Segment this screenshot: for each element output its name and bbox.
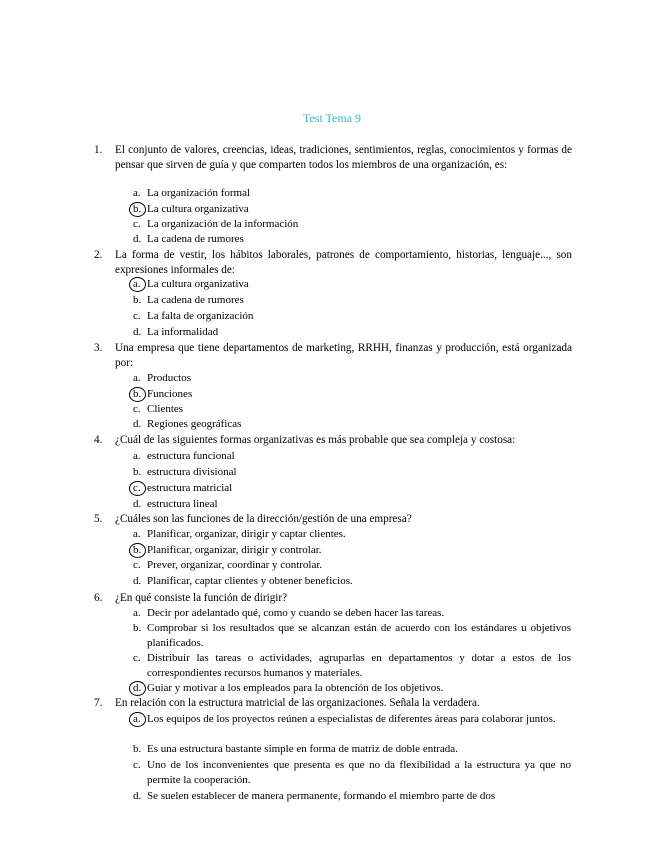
option-text: estructura lineal	[147, 498, 218, 511]
option-letter: b.	[133, 294, 142, 306]
option-6c	[133, 651, 571, 682]
option-3c	[133, 402, 571, 417]
option-7d	[133, 789, 571, 804]
question-text: El conjunto de valores, creencias, ideas, tradiciones, sentimientos, reglas, conocimientos y formas de pensar que sirven de guía y que comparten todos los miembros de una organización, es:	[115, 144, 572, 172]
option-letter: b.	[133, 622, 142, 634]
option-letter: c.	[133, 759, 141, 771]
option-letter: d.	[133, 790, 142, 802]
option-text: Planificar, captar clientes y obtener beneficios.	[147, 575, 353, 588]
answer-circle-icon	[129, 681, 146, 696]
option-4b	[133, 465, 571, 480]
option-3a	[133, 371, 571, 386]
option-text: Productos	[147, 372, 191, 385]
option-text: Decir por adelantado qué, como y cuando se deben hacer las tareas.	[147, 607, 445, 620]
option-text: estructura divisional	[147, 466, 237, 479]
option-letter: b.	[133, 743, 142, 755]
option-letter: a.	[133, 278, 141, 290]
option-letter: d.	[133, 418, 142, 430]
option-letter: c.	[133, 310, 141, 322]
option-text: estructura funcional	[147, 450, 235, 463]
option-text: Planificar, organizar, dirigir y controlar.	[147, 544, 322, 557]
answer-circle-icon	[129, 543, 146, 558]
option-letter: c.	[133, 652, 141, 664]
question-text: ¿Cuál de las siguientes formas organizativas es más probable que sea compleja y costosa:	[115, 434, 516, 446]
option-1b	[133, 202, 571, 217]
option-2a	[133, 277, 571, 292]
question-text: Una empresa que tiene departamentos de marketing, RRHH, finanzas y producción, está organizada por:	[115, 342, 572, 370]
question-number: 5.	[94, 513, 103, 525]
answer-circle-icon	[129, 277, 146, 292]
question-5	[94, 512, 572, 527]
option-6d	[133, 681, 571, 696]
option-letter: a.	[133, 713, 141, 725]
option-letter: d.	[133, 682, 142, 694]
question-6	[94, 591, 572, 606]
question-7	[94, 696, 572, 711]
option-letter: b.	[133, 203, 142, 215]
option-text: Regiones geográficas	[147, 418, 242, 431]
question-3	[94, 341, 572, 372]
option-7a	[133, 712, 571, 727]
question-number: 2.	[94, 249, 103, 261]
question-2	[94, 248, 572, 279]
option-text: La informalidad	[147, 326, 219, 339]
option-letter: a.	[133, 450, 141, 462]
option-text: Planificar, organizar, dirigir y captar clientes.	[147, 528, 346, 541]
option-2b	[133, 293, 571, 308]
option-5d	[133, 574, 571, 589]
option-text: La organización formal	[147, 187, 251, 200]
question-text: En relación con la estructura matricial de las organizaciones. Señala la verdadera.	[115, 697, 480, 709]
option-letter: a.	[133, 187, 141, 199]
option-letter: c.	[133, 482, 141, 494]
option-letter: a.	[133, 528, 141, 540]
option-text: Funciones	[147, 388, 193, 401]
question-number: 6.	[94, 592, 103, 604]
option-letter: d.	[133, 575, 142, 587]
option-text: La cadena de rumores	[147, 294, 244, 307]
option-1a	[133, 186, 571, 201]
option-text: Distribuir las tareas o actividades, agruparlas en departamentos y dotar a estos de los correspondientes recursos humanos y materiales.	[147, 652, 571, 680]
option-4d	[133, 497, 571, 512]
option-text: La organización de la información	[147, 218, 299, 231]
option-text: La cultura organizativa	[147, 278, 249, 291]
option-7c	[133, 758, 571, 789]
option-7b	[133, 742, 571, 757]
question-number: 4.	[94, 434, 103, 446]
question-number: 1.	[94, 144, 103, 156]
option-2d	[133, 325, 571, 340]
option-1d	[133, 232, 571, 247]
option-5b	[133, 543, 571, 558]
option-text: Uno de los inconvenientes que presenta es que no da flexibilidad a la estructura ya que no permite la cooperación.	[147, 759, 571, 787]
option-text: estructura matricial	[147, 482, 233, 495]
option-text: Se suelen establecer de manera permanente, formando el miembro parte de dos	[147, 790, 496, 803]
option-letter: c.	[133, 403, 141, 415]
option-letter: b.	[133, 544, 142, 556]
option-3b	[133, 387, 571, 402]
option-letter: c.	[133, 218, 141, 230]
answer-circle-icon	[129, 712, 146, 727]
answer-circle-icon	[129, 387, 146, 402]
answer-circle-icon	[129, 481, 146, 496]
page-title: Test Tema 9	[302, 111, 362, 125]
option-text: Los equipos de los proyectos reúnen a especialistas de diferentes áreas para colaborar juntos.	[147, 713, 556, 726]
option-letter: d.	[133, 498, 142, 510]
option-text: La falta de organización	[147, 310, 254, 323]
question-number: 3.	[94, 342, 103, 354]
option-6a	[133, 606, 571, 621]
option-1c	[133, 217, 571, 232]
option-4c	[133, 481, 571, 496]
option-letter: b.	[133, 466, 142, 478]
question-text: ¿En qué consiste la función de dirigir?	[115, 592, 288, 604]
option-text: La cadena de rumores	[147, 233, 244, 246]
option-letter: c.	[133, 559, 141, 571]
option-2c	[133, 309, 571, 324]
option-letter: d.	[133, 233, 142, 245]
option-5c	[133, 558, 571, 573]
question-text: La forma de vestir, los hábitos laborales, patrones de comportamiento, historias, lenguaje..., son expresiones informales de:	[115, 249, 572, 277]
option-text: Prever, organizar, coordinar y controlar.	[147, 559, 323, 572]
option-letter: d.	[133, 326, 142, 338]
option-text: Clientes	[147, 403, 184, 416]
option-text: Guiar y motivar a los empleados para la obtención de los objetivos.	[147, 682, 444, 695]
option-6b	[133, 621, 571, 652]
option-text: Comprobar si los resultados que se alcanzan están de acuerdo con los estándares u objetivos planificados.	[147, 622, 571, 650]
answer-circle-icon	[129, 202, 146, 217]
question-1	[94, 143, 572, 174]
option-letter: b.	[133, 388, 142, 400]
option-5a	[133, 527, 571, 542]
option-text: Es una estructura bastante simple en forma de matriz de doble entrada.	[147, 743, 458, 756]
option-text: La cultura organizativa	[147, 203, 249, 216]
option-letter: a.	[133, 607, 141, 619]
question-4	[94, 433, 572, 448]
option-3d	[133, 417, 571, 432]
option-letter: a.	[133, 372, 141, 384]
question-number: 7.	[94, 697, 103, 709]
question-text: ¿Cuáles son las funciones de la dirección/gestión de una empresa?	[115, 513, 412, 525]
option-4a	[133, 449, 571, 464]
